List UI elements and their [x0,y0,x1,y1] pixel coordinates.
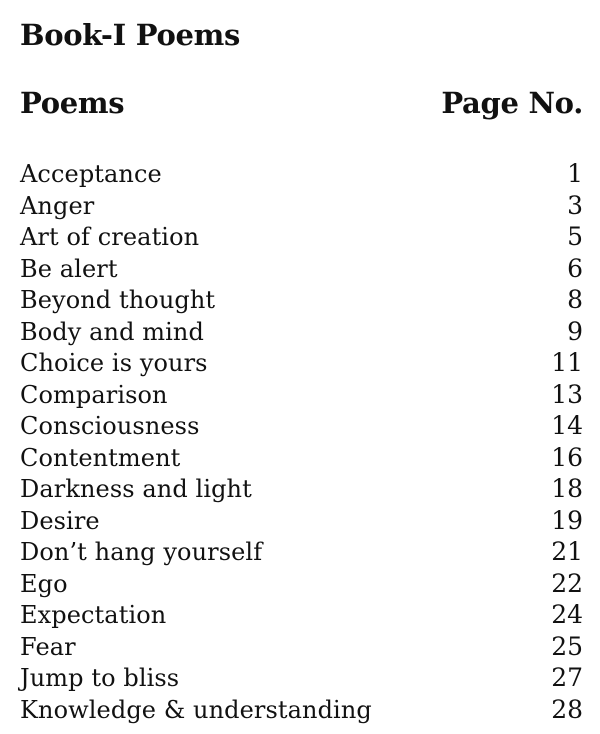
poem-title: Darkness and light [20,475,252,503]
toc-entry [20,410,583,442]
page-number: 25 [551,631,583,661]
toc-entry [20,190,583,222]
toc-entry [20,568,583,600]
poems-column-header: Poems [20,86,125,120]
page-number: 9 [567,316,583,346]
poem-title: Fear [20,632,76,661]
page-number: 5 [567,222,583,251]
poem-title: Be alert [20,254,118,283]
poem-title: Jump to bliss [20,664,180,692]
toc-entry [20,536,583,568]
poem-title: Desire [20,506,100,535]
page-number: 14 [551,411,583,440]
page-number: 28 [551,694,583,724]
page-number: 21 [551,537,583,566]
toc-entry [20,284,583,316]
book-title: Book-I Poems [20,18,241,52]
toc-entry [20,442,583,474]
poem-title: Body and mind [20,317,204,346]
page-number: 8 [567,285,583,314]
poem-title: Choice is yours [20,349,208,377]
page-number: 1 [567,159,583,188]
toc-entry [20,347,583,379]
poem-title: Comparison [20,380,168,409]
toc-entry [20,631,583,663]
poem-title: Art of creation [20,223,200,251]
toc-entry [20,253,583,285]
poem-title: Knowledge & understanding [20,695,372,724]
page-number: 16 [551,442,583,472]
toc-entry [20,599,583,631]
poem-title: Don’t hang yourself [20,538,263,566]
poem-title: Contentment [20,443,181,472]
toc-entry [20,221,583,253]
page-number: 13 [551,379,583,409]
page-number: 19 [551,505,583,535]
toc-entry [20,316,583,348]
page-number: 3 [567,190,583,220]
table-of-contents [20,158,583,725]
page-number-column-header: Page No. [441,86,583,120]
poem-title: Anger [20,191,95,220]
toc-entry [20,505,583,537]
toc-entry [20,694,583,726]
page-number: 22 [551,568,583,598]
page-number: 27 [551,663,583,692]
poem-title: Beyond thought [20,286,216,314]
poem-title: Consciousness [20,412,200,440]
poem-title: Expectation [20,601,167,629]
toc-entry [20,662,583,694]
page-number: 18 [551,474,583,503]
poem-title: Ego [20,569,68,598]
toc-entry [20,158,583,190]
page-number: 24 [551,600,583,629]
toc-entry [20,473,583,505]
poem-title: Acceptance [20,160,162,188]
toc-entry [20,379,583,411]
page-number: 6 [567,253,583,283]
page-number: 11 [551,348,583,377]
